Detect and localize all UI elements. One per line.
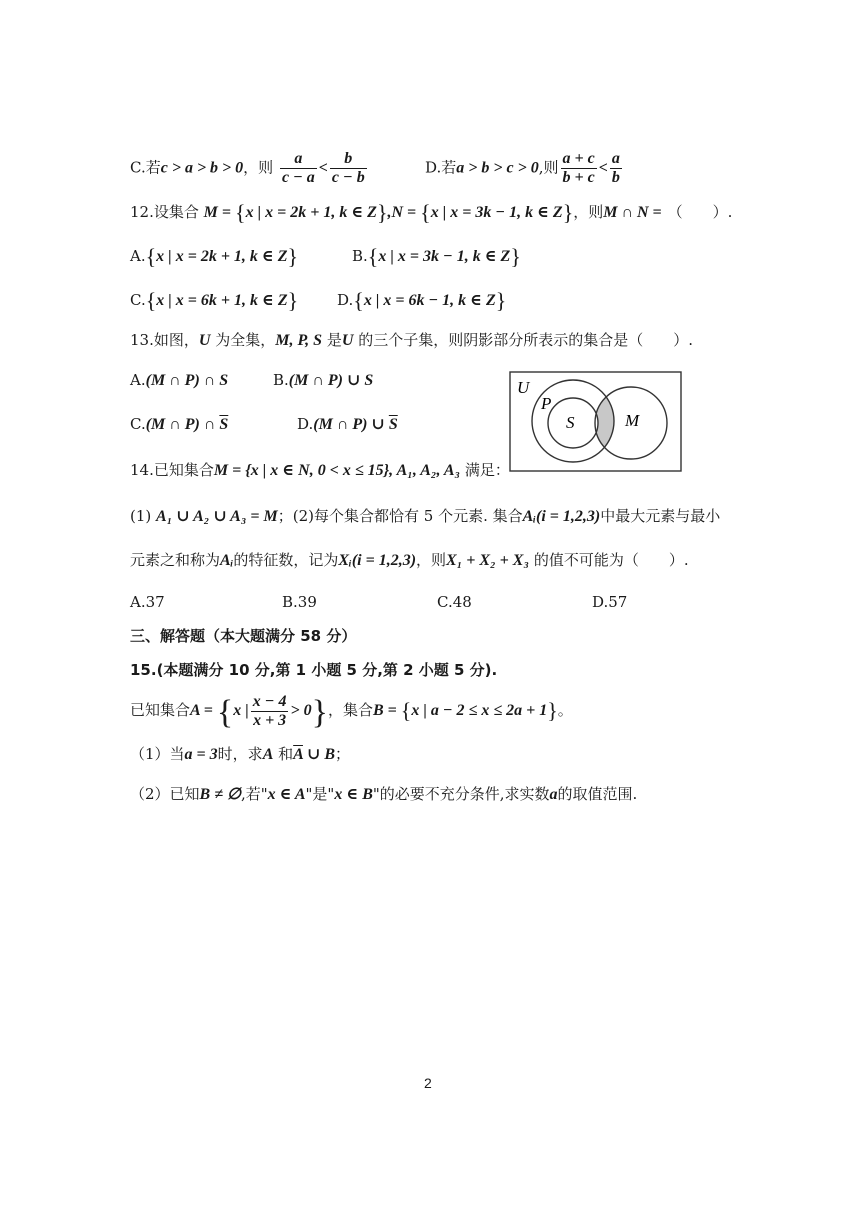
text: 已知集合 [130, 701, 191, 719]
text: (2)每个集合都恰有 5 个元素. 集合 [292, 507, 523, 525]
brace: { [235, 200, 246, 225]
text: 设集合 [153, 203, 199, 221]
math-expr: x | [233, 702, 249, 719]
math-complement: $\overline{A}$ [293, 746, 303, 763]
brace: } [562, 200, 574, 225]
math-expr: a > b > c > 0 [456, 159, 539, 177]
option-label: D. [337, 291, 354, 309]
math-expr: x | x = 3k − 1, k ∈ Z [378, 248, 511, 265]
text: ，集合 [327, 701, 373, 719]
text: （1）当 [130, 745, 185, 763]
brace: } [287, 288, 299, 313]
math-expr: x | x = 2k + 1, k ∈ Z [245, 204, 377, 221]
math-expr: B = [372, 702, 401, 719]
q11-option-d [425, 150, 624, 187]
brace: { [367, 244, 379, 269]
brace: { [145, 288, 157, 313]
math-expr: x | x = 6k − 1, k ∈ Z [363, 292, 496, 309]
text: 满足： [464, 461, 510, 479]
section-heading: 三、解答题（本大题满分 58 分） [130, 627, 357, 645]
text: 中最大元素与最小 [600, 507, 721, 525]
numerator: x − 4 [252, 692, 287, 710]
math-expr: x | x = 3k − 1, k ∈ Z [430, 204, 563, 221]
q15-header: 15.(本题满分 10 分,第 1 小题 5 分,第 2 小题 5 分). [130, 661, 498, 679]
fraction [610, 150, 622, 187]
q14-line3 [130, 550, 689, 571]
venn-diagram [509, 371, 683, 473]
option-label: B. [273, 371, 289, 389]
math-expr: ∪ B [302, 746, 336, 763]
q12-option-a [130, 246, 298, 267]
q14-option-a: A.37 [130, 593, 165, 611]
text: 的值不可能为（ ）. [533, 551, 689, 569]
text: (1) [130, 507, 152, 525]
text: 。 [557, 701, 573, 719]
text: D.若 [425, 158, 457, 177]
q13-stem [130, 330, 693, 351]
math-expr: U [341, 332, 354, 349]
option-label: A. [130, 371, 146, 389]
text: "是" [305, 785, 335, 803]
q15-given [130, 690, 573, 730]
math-expr: (i = 1,2,3) [536, 508, 601, 525]
text: ，则 [243, 158, 274, 177]
math-complement: $\overline{S}$ [388, 416, 398, 433]
math-op: < [598, 159, 608, 177]
math-expr: Xᵢ [338, 552, 352, 569]
numerator: a [611, 150, 620, 167]
math-expr: (M ∩ P) ∩ S [145, 372, 229, 389]
text: ； [277, 507, 293, 525]
fraction [561, 150, 597, 187]
text: ，则 [416, 551, 447, 569]
text: ,则 [538, 158, 559, 177]
text: 为全集， [215, 331, 276, 349]
text: 的特征数，记为 [233, 551, 339, 569]
math-expr: A₁ ∪ A₂ ∪ A₃ = M [156, 508, 278, 525]
brace: { [216, 694, 234, 731]
fraction [251, 693, 289, 730]
text: ； [335, 745, 351, 763]
brace: { [145, 244, 157, 269]
math-expr: B ≠ ∅ [199, 786, 241, 803]
brace: } [510, 244, 521, 269]
math-expr: > 0 [290, 702, 312, 719]
text: "的必要不充分条件,求实数 [372, 785, 550, 803]
question-number: 14.已知集合 [130, 461, 214, 479]
question-number: 12. [130, 203, 154, 221]
text: ,若" [240, 785, 268, 803]
text: 的三个子集，则阴影部分所表示的集合是（ ）. [358, 331, 693, 349]
math-expr: M, P, S [275, 332, 323, 349]
text: 的取值范围. [557, 785, 638, 803]
math-expr: M ∩ N = [603, 204, 662, 221]
text: C.若 [130, 158, 161, 177]
brace: { [420, 200, 431, 225]
fraction [330, 150, 367, 187]
q14-stem [130, 460, 510, 481]
denominator: b + c [562, 169, 595, 186]
math-expr: A [262, 746, 274, 763]
math-expr: a [549, 786, 558, 803]
math-expr: A = [190, 702, 217, 719]
text: （ ）. [667, 203, 733, 221]
math-expr: x | x = 6k + 1, k ∈ Z [156, 292, 288, 309]
denominator: x + 3 [253, 711, 287, 729]
q15-part1 [130, 744, 350, 765]
numerator: a [280, 150, 317, 169]
math-expr: (M ∩ P) ∪ S [288, 372, 374, 389]
brace: } [311, 694, 328, 731]
math-expr: a = 3 [184, 746, 218, 763]
q13-option-b [273, 370, 373, 391]
denominator: b [611, 169, 620, 186]
q13-option-c [130, 414, 228, 435]
math-expr: x ∈ A [267, 786, 306, 803]
q12-option-c [130, 290, 298, 311]
math-expr: x | a − 2 ≤ x ≤ 2a + 1 [411, 702, 548, 719]
denominator: c − a [281, 169, 315, 186]
label-m: M [625, 411, 640, 430]
option-label: C. [130, 415, 146, 433]
math-expr: c > a > b > 0 [160, 159, 244, 177]
label-p: P [541, 394, 552, 413]
q14-option-c: C.48 [437, 593, 472, 611]
option-label: A. [130, 247, 146, 265]
q12-stem [130, 202, 732, 223]
math-expr: Aᵢ [220, 552, 234, 569]
text: （2）已知 [130, 785, 200, 803]
math-expr: (i = 1,2,3) [351, 552, 417, 569]
brace: } [376, 200, 388, 225]
numerator: b [330, 150, 367, 169]
math-expr: M = {x | x ∈ N, 0 < x ≤ 15}, A₁, A₂, A₃ [213, 462, 461, 479]
q14-option-d: D.57 [592, 593, 628, 611]
math-op: , [387, 204, 392, 221]
question-number: 13.如图， [130, 331, 199, 349]
math-op: < [318, 159, 328, 177]
math-expr: U [198, 332, 211, 349]
brace: } [495, 288, 507, 313]
math-expr: (M ∩ P) ∪ [313, 416, 389, 433]
text: 元素之和称为 [130, 551, 221, 569]
q14-conditions [130, 506, 720, 527]
math-complement: $\overline{S}$ [219, 416, 229, 433]
option-label: D. [297, 415, 314, 433]
numerator: a + c [562, 150, 595, 167]
q11-option-c [130, 150, 369, 187]
text: 和 [278, 745, 294, 763]
math-expr: Aᵢ [522, 508, 537, 525]
denominator: c − b [331, 169, 365, 186]
option-label: C. [130, 291, 146, 309]
math-expr: M = [203, 204, 235, 221]
label-u: U [517, 378, 530, 397]
fraction [280, 150, 317, 187]
q15-part2 [130, 784, 637, 805]
math-expr: X₁ + X₂ + X₃ [446, 552, 530, 569]
option-label: B. [352, 247, 368, 265]
text: 时，求 [217, 745, 263, 763]
math-expr: (M ∩ P) ∩ [145, 416, 220, 433]
math-expr: x | x = 2k + 1, k ∈ Z [156, 248, 288, 265]
math-expr: N = [391, 204, 421, 221]
brace: { [353, 288, 364, 313]
math-expr: x ∈ B [334, 786, 373, 803]
brace: } [287, 244, 299, 269]
brace: } [547, 698, 558, 723]
q13-option-d [297, 414, 398, 435]
page-number: 2 [424, 1075, 432, 1091]
brace: { [400, 698, 412, 723]
q12-option-d [337, 290, 506, 311]
text: ，则 [573, 203, 604, 221]
q14-option-b: B.39 [282, 593, 317, 611]
label-s: S [566, 413, 575, 432]
q13-option-a [130, 370, 228, 391]
text: 是 [326, 331, 342, 349]
q12-option-b [352, 246, 521, 267]
